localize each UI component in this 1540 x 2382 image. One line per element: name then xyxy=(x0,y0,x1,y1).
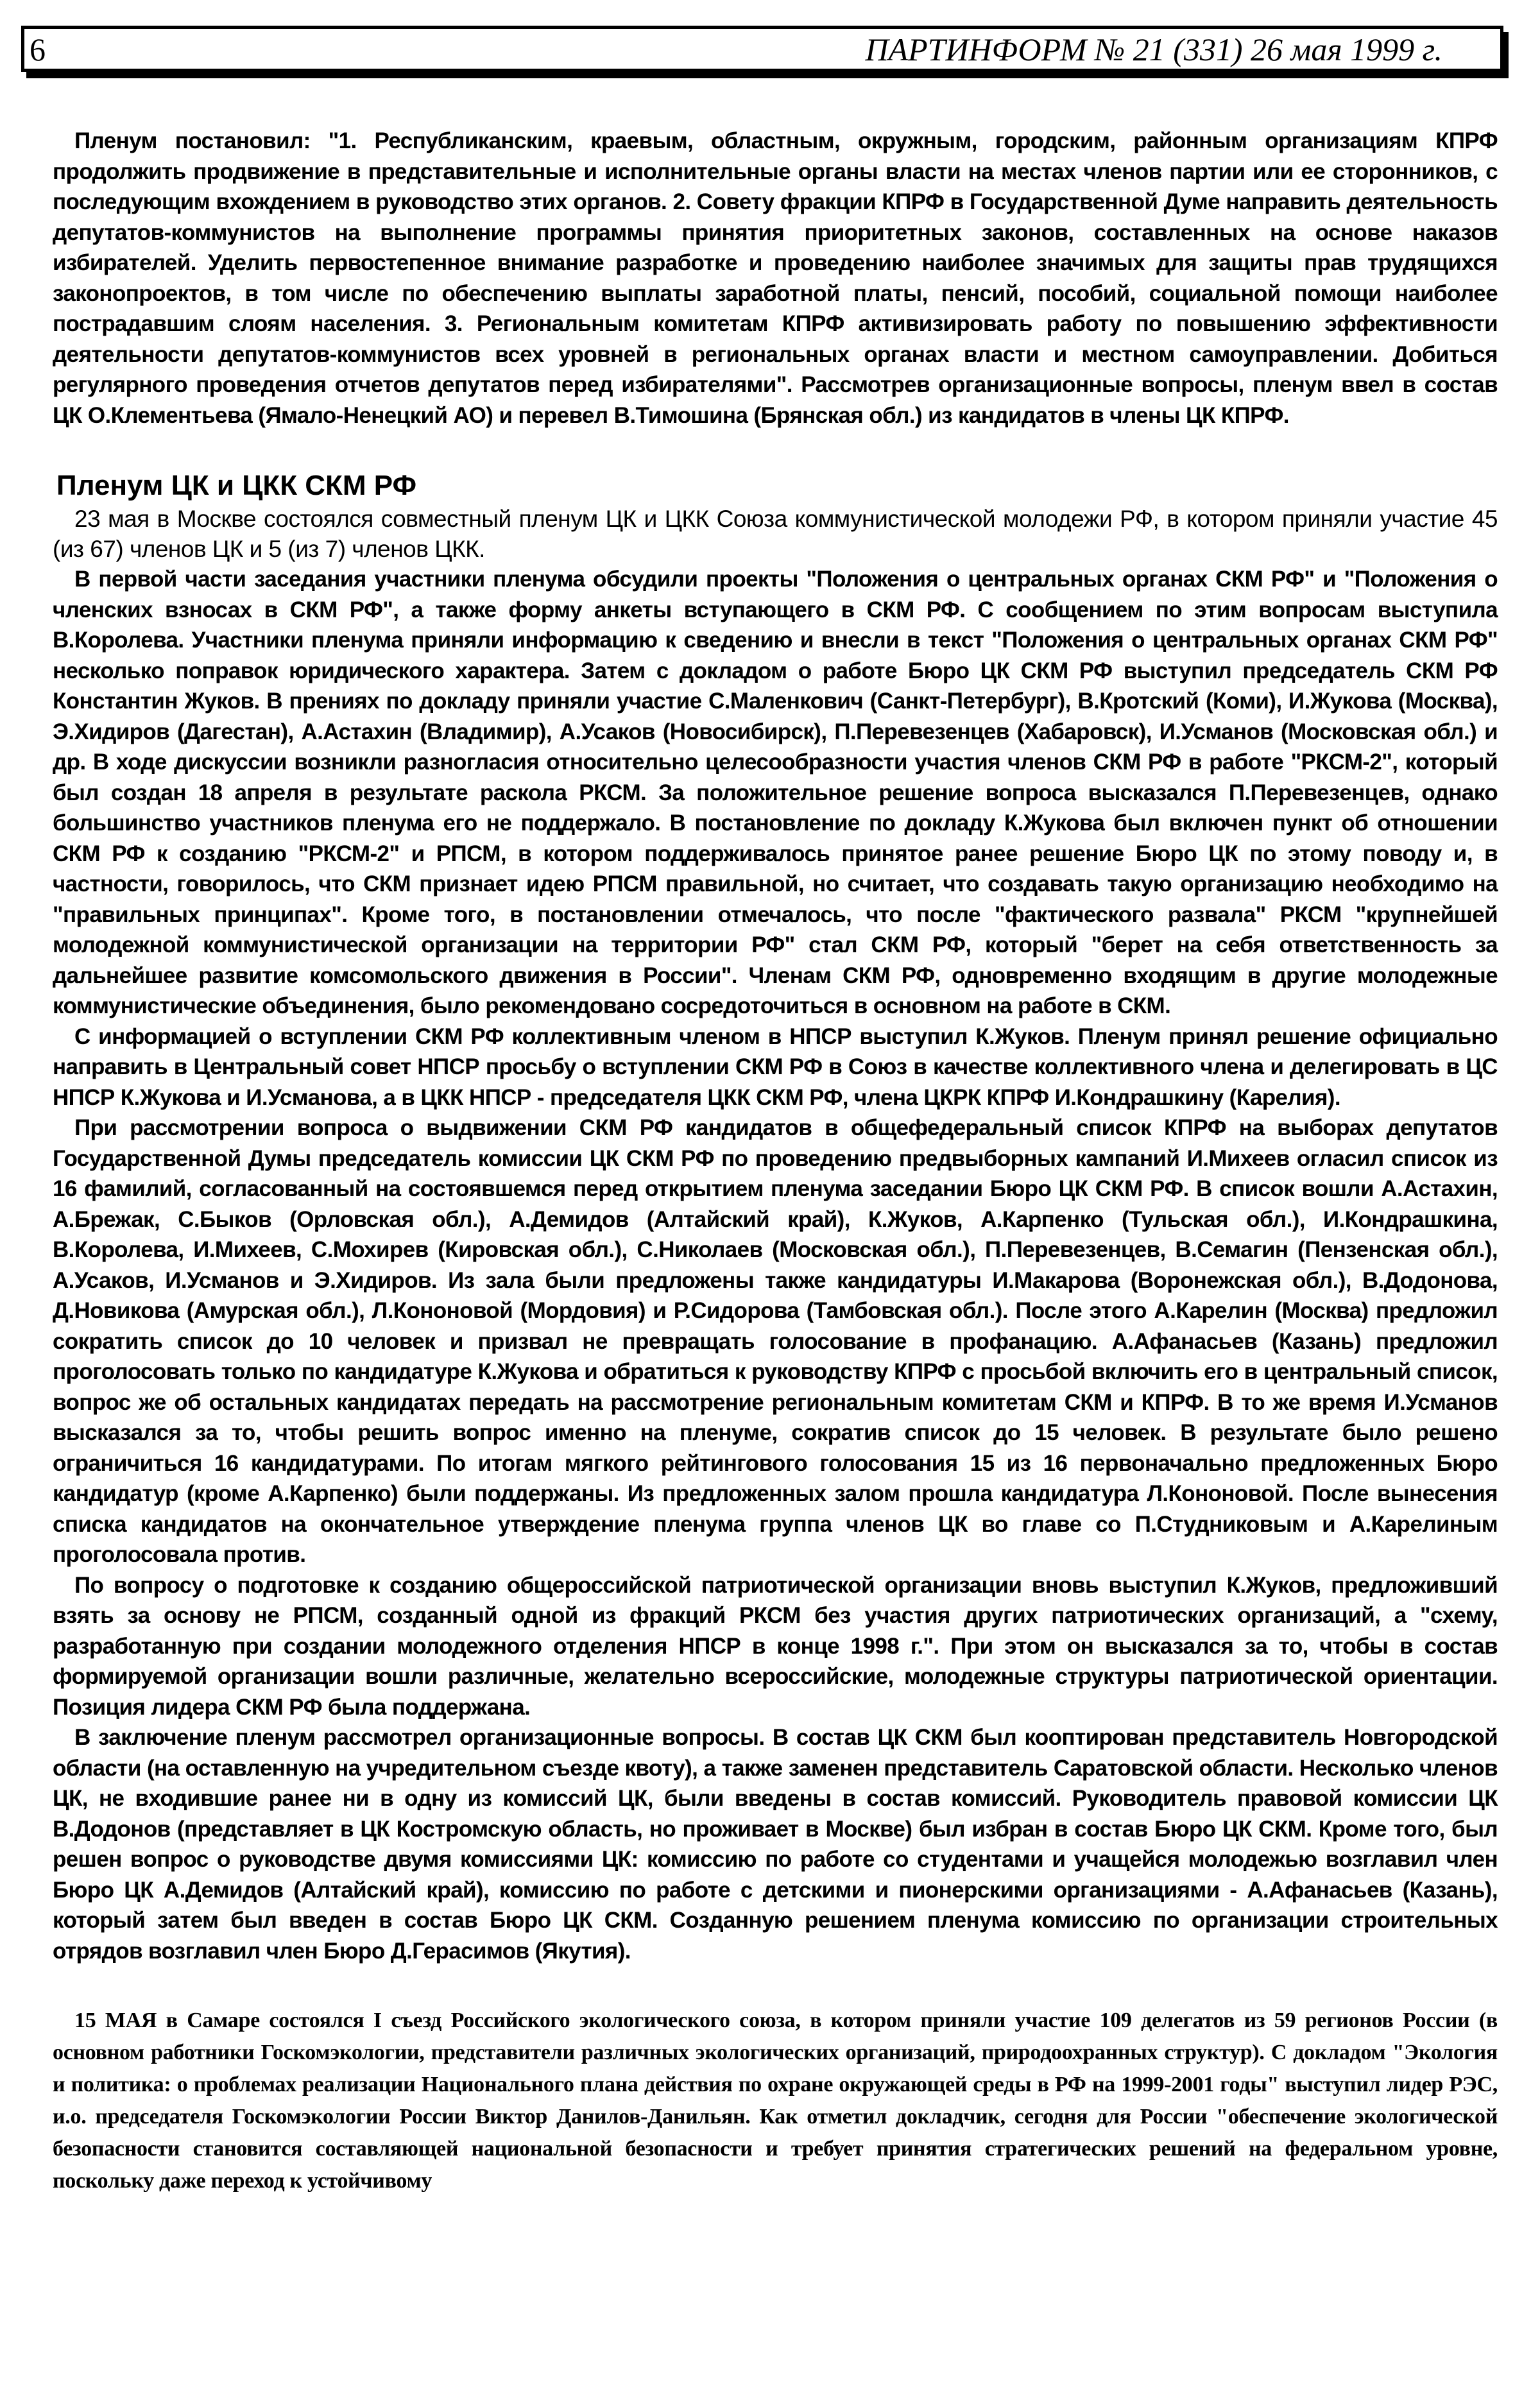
article-intro: 23 мая в Москве состоялся совместный пленум ЦК и ЦКК Союза коммунистической молодежи РФ, в котором приняли участие 45 (из 67) членов ЦК и 5 (из 7) членов ЦКК. xyxy=(53,506,1498,562)
plenum-resolution-paragraph: Пленум постановил: "1. Республиканским, краевым, областным, окружным, городским, районным организациям КПРФ продолжить продвижение в представительные и исполнительные органы власти на местах членов партии или ее сторонников, с последующим вхождением в руководство этих органов. 2. Совету фракции КПРФ в Государственной Думе направить деятельность депутатов-коммунистов на выполнение программы принятия приоритетных законов, составленных на основе наказов избирателей. Уделить первостепенное внимание разработке и проведению наиболее значимых для защиты прав трудящихся законопроектов, в том числе по обеспечению выплаты заработной платы, пенсий, пособий, социальной помощи наиболее пострадавшим слоям населения. 3. Региональным комитетам КПРФ активизировать работу по повышению эффективности деятельности депутатов-коммунистов всех уровней в региональных органах власти и местном самоуправлении. Добиться регулярного проведения отчетов депутатов перед избирателями". Рассмотрев организационные вопросы, пленум ввел в состав ЦК О.Клементьева (Ямало-Ненецкий АО) и перевел В.Тимошина (Брянская обл.) из кандидатов в члены ЦК КПРФ. xyxy=(53,128,1498,428)
article-paragraph: При рассмотрении вопроса о выдвижении СКМ РФ кандидатов в общефедеральный список КПРФ на выборах депутатов Государственной Думы председатель комиссии ЦК СКМ РФ по проведению предвыборных кампаний И.Михеев огласил список из 16 фамилий, согласованный на состоявшемся перед открытием пленума заседании Бюро ЦК СКМ РФ. В список вошли А.Астахин, А.Брежак, С.Быков (Орловская обл.), А.Демидов (Алтайский край), К.Жуков, А.Карпенко (Тульская обл.), И.Кондрашкина, В.Королева, И.Михеев, С.Мохирев (Кировская обл.), С.Николаев (Московская обл.), П.Перевезенцев, В.Семагин (Пензенская обл.), А.Усаков, И.Усманов и Э.Хидиров. Из зала были предложены также кандидатуры И.Макарова (Воронежская обл.), В.Додонова, Д.Новикова (Амурская обл.), Л.Кононовой (Мордовия) и Р.Сидорова (Тамбовская обл.). После этого А.Карелин (Москва) предложил сократить список до 10 человек и призвал не превращать голосование в профанацию. А.Афанасьев (Казань) предложил проголосовать только по кандидатуре К.Жукова и обратиться к руководству КПРФ с просьбой включить его в центральный список, вопрос же об остальных кандидатах передать на рассмотрение региональным комитетам СКМ и КПРФ. В то же время И.Усманов высказался за то, чтобы решить вопрос именно на пленуме, сократив список до 15 человек. В результате было решено ограничиться 16 кандидатурами. По итогам мягкого рейтингового голосования 15 из 16 первоначально предложенных Бюро кандидатур (кроме А.Карпенко) были поддержаны. Из предложенных залом прошла кандидатура Л.Кононовой. После вынесения списка кандидатов на окончательное утверждение пленума группа членов ЦК во главе со П.Студниковым и А.Карелиным проголосовала против. xyxy=(53,1115,1498,1567)
article-paragraph: С информацией о вступлении СКМ РФ коллективным членом в НПСР выступил К.Жуков. Пленум принял решение официально направить в Центральный совет НПСР просьбу о вступлении СКМ РФ в Союз в качестве коллективного члена и делегировать в ЦС НПСР К.Жукова и И.Усманова, а в ЦКК НПСР - председателя ЦКК СКМ РФ, члена ЦКРК КПРФ И.Кондрашкину (Карелия). xyxy=(53,1024,1498,1110)
article-paragraph: По вопросу о подготовке к созданию общероссийской патриотической организации вновь выступил К.Жуков, предложивший взять за основу не РПСМ, созданный одной из фракций РКСМ без участия других патриотических организаций, а "схему, разработанную при создании молодежного отделения НПСР в конце 1998 г.". При этом он высказался за то, чтобы в состав формируемой организации вошли различные, желательно всероссийские, молодежные структуры патриотической ориентации. Позиция лидера СКМ РФ была поддержана. xyxy=(53,1572,1498,1720)
issue-title: ПАРТИНФОРМ № 21 (331) 26 мая 1999 г. xyxy=(865,31,1442,67)
page-content xyxy=(53,126,1498,2197)
article-paragraph: В первой части заседания участники пленума обсудили проекты "Положения о центральных органах СКМ РФ" и "Положения о членских взносах в СКМ РФ", а также форму анкеты вступающего в СКМ РФ. С сообщением по этим вопросам выступила В.Королева. Участники пленума приняли информацию к сведению и внесли в текст "Положения о центральных органах СКМ РФ" несколько поправок юридического характера. Затем с докладом о работе Бюро ЦК СКМ РФ выступил председатель СКМ РФ Константин Жуков. В прениях по докладу приняли участие С.Маленкович (Санкт-Петербург), В.Кротский (Коми), И.Жукова (Москва), Э.Хидиров (Дагестан), А.Астахин (Владимир), А.Усаков (Новосибирск), П.Перевезенцев (Хабаровск), И.Усманов (Московская обл.) и др. В ходе дискуссии возникли разногласия относительно целесообразности участия членов СКМ РФ в работе "РКСМ-2", который был создан 18 апреля в результате раскола РКСМ. За положительное решение вопроса высказался П.Перевезенцев, однако большинство участников пленума его не поддержало. В постановление по докладу К.Жукова был включен пункт об отношении СКМ РФ к созданию "РКСМ-2" и РПСМ, в котором поддерживалось принятое ранее решение Бюро ЦК по этому поводу и, в частности, говорилось, что СКМ признает идею РПСМ правильной, но считает, что создавать такую организацию необходимо на "правильных принципах". Кроме того, в постановлении отмечалось, что после "фактического развала" РКСМ "крупнейшей молодежной коммунистической организации на территории РФ" стал СКМ РФ, который "берет на себя ответственность за дальнейшее развитие комсомольского движения в России". Членам СКМ РФ, одновременно входящим в другие молодежные коммунистические объединения, было рекомендовано сосредоточиться в основном на работе в СКМ. xyxy=(53,567,1498,1018)
ecology-union-paragraph: 15 МАЯ в Самаре состоялся I съезд Российского экологического союза, в котором приняли участие 109 делегатов из 59 регионов России (в основном работники Госкомэкологии, представители различных экологических организаций, природоохранных структур). С докладом "Экология и политика: о проблемах реализации Национального плана действия по охране окружающей среды в РФ на 1999-2001 годы" выступил лидер РЭС, и.о. председателя Госкомэкологии России Виктор Данилов-Данильян. Как отметил докладчик, сегодня для России "обеспечение экологической безопасности становится составляющей национальной безопасности и требует принятия стратегических решений на федеральном уровне, поскольку даже переход к устойчивому xyxy=(53,2009,1498,2193)
article-paragraph: В заключение пленум рассмотрел организационные вопросы. В состав ЦК СКМ был кооптирован представитель Новгородской области (на оставленную на учредительном съезде квоту), а также заменен представитель Саратовской области. Несколько членов ЦК, не входившие ранее ни в одну из комиссий ЦК, были введены в состав комиссий. Руководитель правовой комиссии ЦК В.Додонов (представляет в ЦК Костромскую область, но проживает в Москве) был избран в состав Бюро ЦК СКМ. Кроме того, был решен вопрос о руководстве двумя комиссиями ЦК: комиссию по работе со студентами и учащейся молодежью возглавил член Бюро ЦК А.Демидов (Алтайский край), комиссию по работе с детскими и пионерскими организациями - А.Афанасьев (Казань), который затем был введен в состав Бюро ЦК СКМ. Созданную решением пленума комиссию по организации строительных отрядов возглавил член Бюро Д.Герасимов (Якутия). xyxy=(53,1725,1498,1964)
page-number: 6 xyxy=(30,31,46,67)
page-header xyxy=(21,26,1503,72)
article-heading: Пленум ЦК и ЦКК СКМ РФ xyxy=(56,470,417,501)
